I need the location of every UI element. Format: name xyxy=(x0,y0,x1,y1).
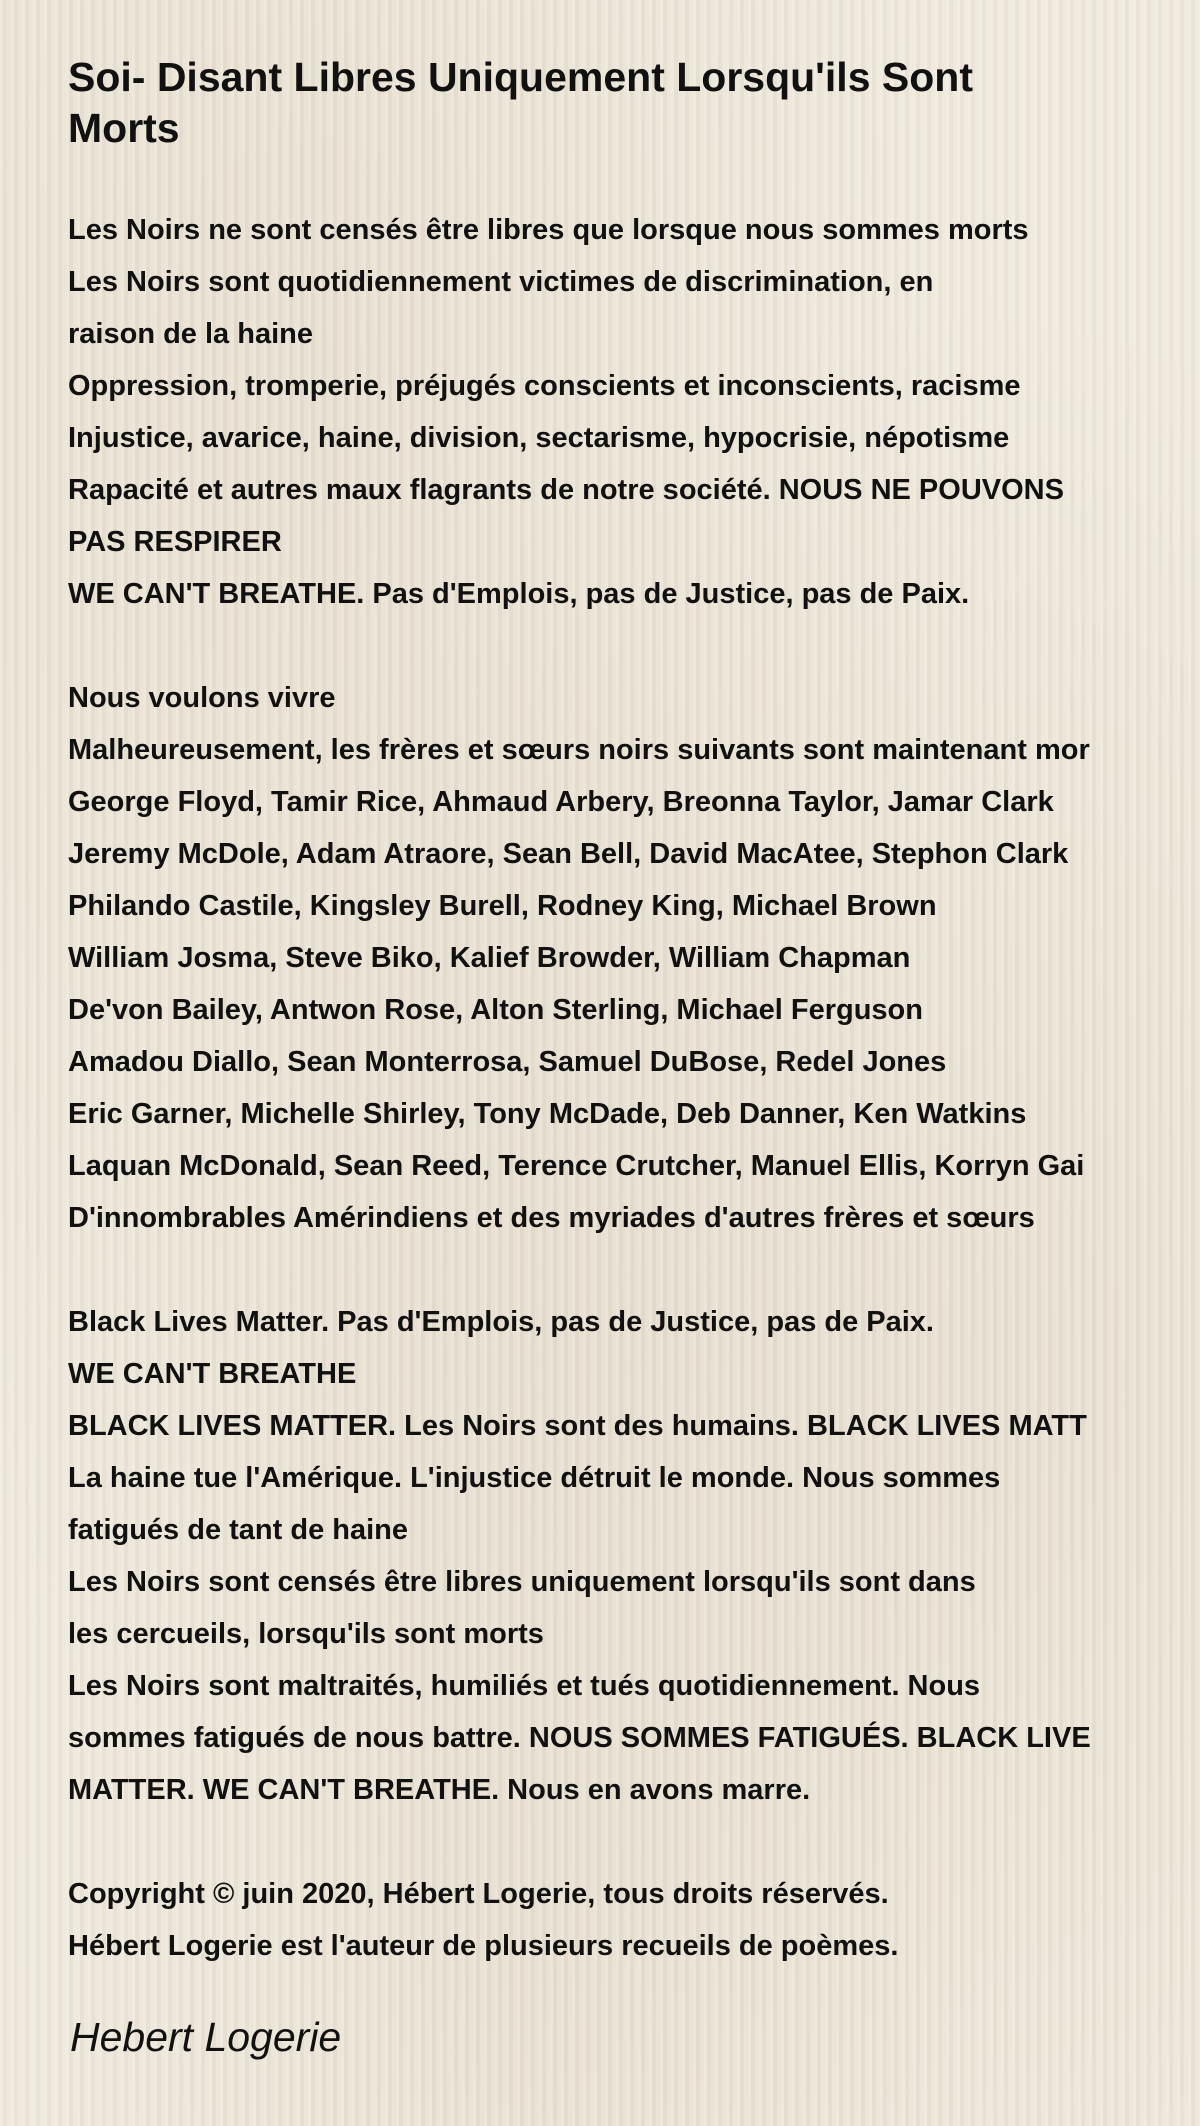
poem-line: Jeremy McDole, Adam Atraore, Sean Bell, David MacAtee, Stephon Clark xyxy=(68,838,1069,870)
poem-line: sommes fatigués de nous battre. NOUS SOMMES FATIGUÉS. BLACK LIVE xyxy=(68,1722,1091,1754)
poem-line: George Floyd, Tamir Rice, Ahmaud Arbery, Breonna Taylor, Jamar Clark xyxy=(68,786,1054,818)
author-bio-line: Hébert Logerie est l'auteur de plusieurs recueils de poèmes. xyxy=(68,1930,899,1962)
stanza-3 xyxy=(68,1296,1200,1816)
copyright-notes xyxy=(68,1868,1200,1972)
poem-line: Philando Castile, Kingsley Burell, Rodney King, Michael Brown xyxy=(68,890,937,922)
poem-line: WE CAN'T BREATHE. Pas d'Emplois, pas de Justice, pas de Paix. xyxy=(68,578,970,610)
author-signature: Hebert Logerie xyxy=(70,2014,342,2060)
poem-line: Les Noirs ne sont censés être libres que lorsque nous sommes morts xyxy=(68,214,1029,246)
poem-line: Malheureusement, les frères et sœurs noirs suivants sont maintenant mor xyxy=(68,734,1090,766)
poem-body xyxy=(68,204,1200,1972)
poem-line: D'innombrables Amérindiens et des myriades d'autres frères et sœurs xyxy=(68,1202,1035,1234)
poem-line: Eric Garner, Michelle Shirley, Tony McDade, Deb Danner, Ken Watkins xyxy=(68,1098,1027,1130)
poem-line: BLACK LIVES MATTER. Les Noirs sont des humains. BLACK LIVES MATT xyxy=(68,1410,1087,1442)
poem-line: La haine tue l'Amérique. L'injustice détruit le monde. Nous sommes xyxy=(68,1462,1001,1494)
poem-line: Black Lives Matter. Pas d'Emplois, pas de Justice, pas de Paix. xyxy=(68,1306,934,1338)
poem-line: Injustice, avarice, haine, division, sectarisme, hypocrisie, népotisme xyxy=(68,422,1010,454)
stanza-1 xyxy=(68,204,1200,620)
poem-line: De'von Bailey, Antwon Rose, Alton Sterling, Michael Ferguson xyxy=(68,994,923,1026)
poem-line: Les Noirs sont quotidiennement victimes de discrimination, en xyxy=(68,266,934,298)
poem-line: Nous voulons vivre xyxy=(68,682,336,714)
poem-line: Rapacité et autres maux flagrants de notre société. NOUS NE POUVONS xyxy=(68,474,1064,506)
poem-line: William Josma, Steve Biko, Kalief Browder, William Chapman xyxy=(68,942,911,974)
poem-page xyxy=(68,52,1200,2112)
poem-line: WE CAN'T BREATHE xyxy=(68,1358,357,1390)
poem-line: PAS RESPIRER xyxy=(68,526,282,558)
copyright-line: Copyright © juin 2020, Hébert Logerie, tous droits réservés. xyxy=(68,1878,889,1910)
stanza-2 xyxy=(68,672,1200,1244)
poem-title: Soi- Disant Libres Uniquement Lorsqu'ils Sont Morts xyxy=(68,54,973,151)
poem-line: Les Noirs sont censés être libres uniquement lorsqu'ils sont dans xyxy=(68,1566,976,1598)
poem-line: raison de la haine xyxy=(68,318,313,350)
poem-line: Laquan McDonald, Sean Reed, Terence Crutcher, Manuel Ellis, Korryn Gai xyxy=(68,1150,1085,1182)
poem-line: fatigués de tant de haine xyxy=(68,1514,408,1546)
poem-line: Amadou Diallo, Sean Monterrosa, Samuel DuBose, Redel Jones xyxy=(68,1046,947,1078)
poem-line: Oppression, tromperie, préjugés conscients et inconscients, racisme xyxy=(68,370,1021,402)
poem-line: les cercueils, lorsqu'ils sont morts xyxy=(68,1618,544,1650)
poem-line: MATTER. WE CAN'T BREATHE. Nous en avons marre. xyxy=(68,1774,811,1806)
poem-line: Les Noirs sont maltraités, humiliés et tués quotidiennement. Nous xyxy=(68,1670,981,1702)
